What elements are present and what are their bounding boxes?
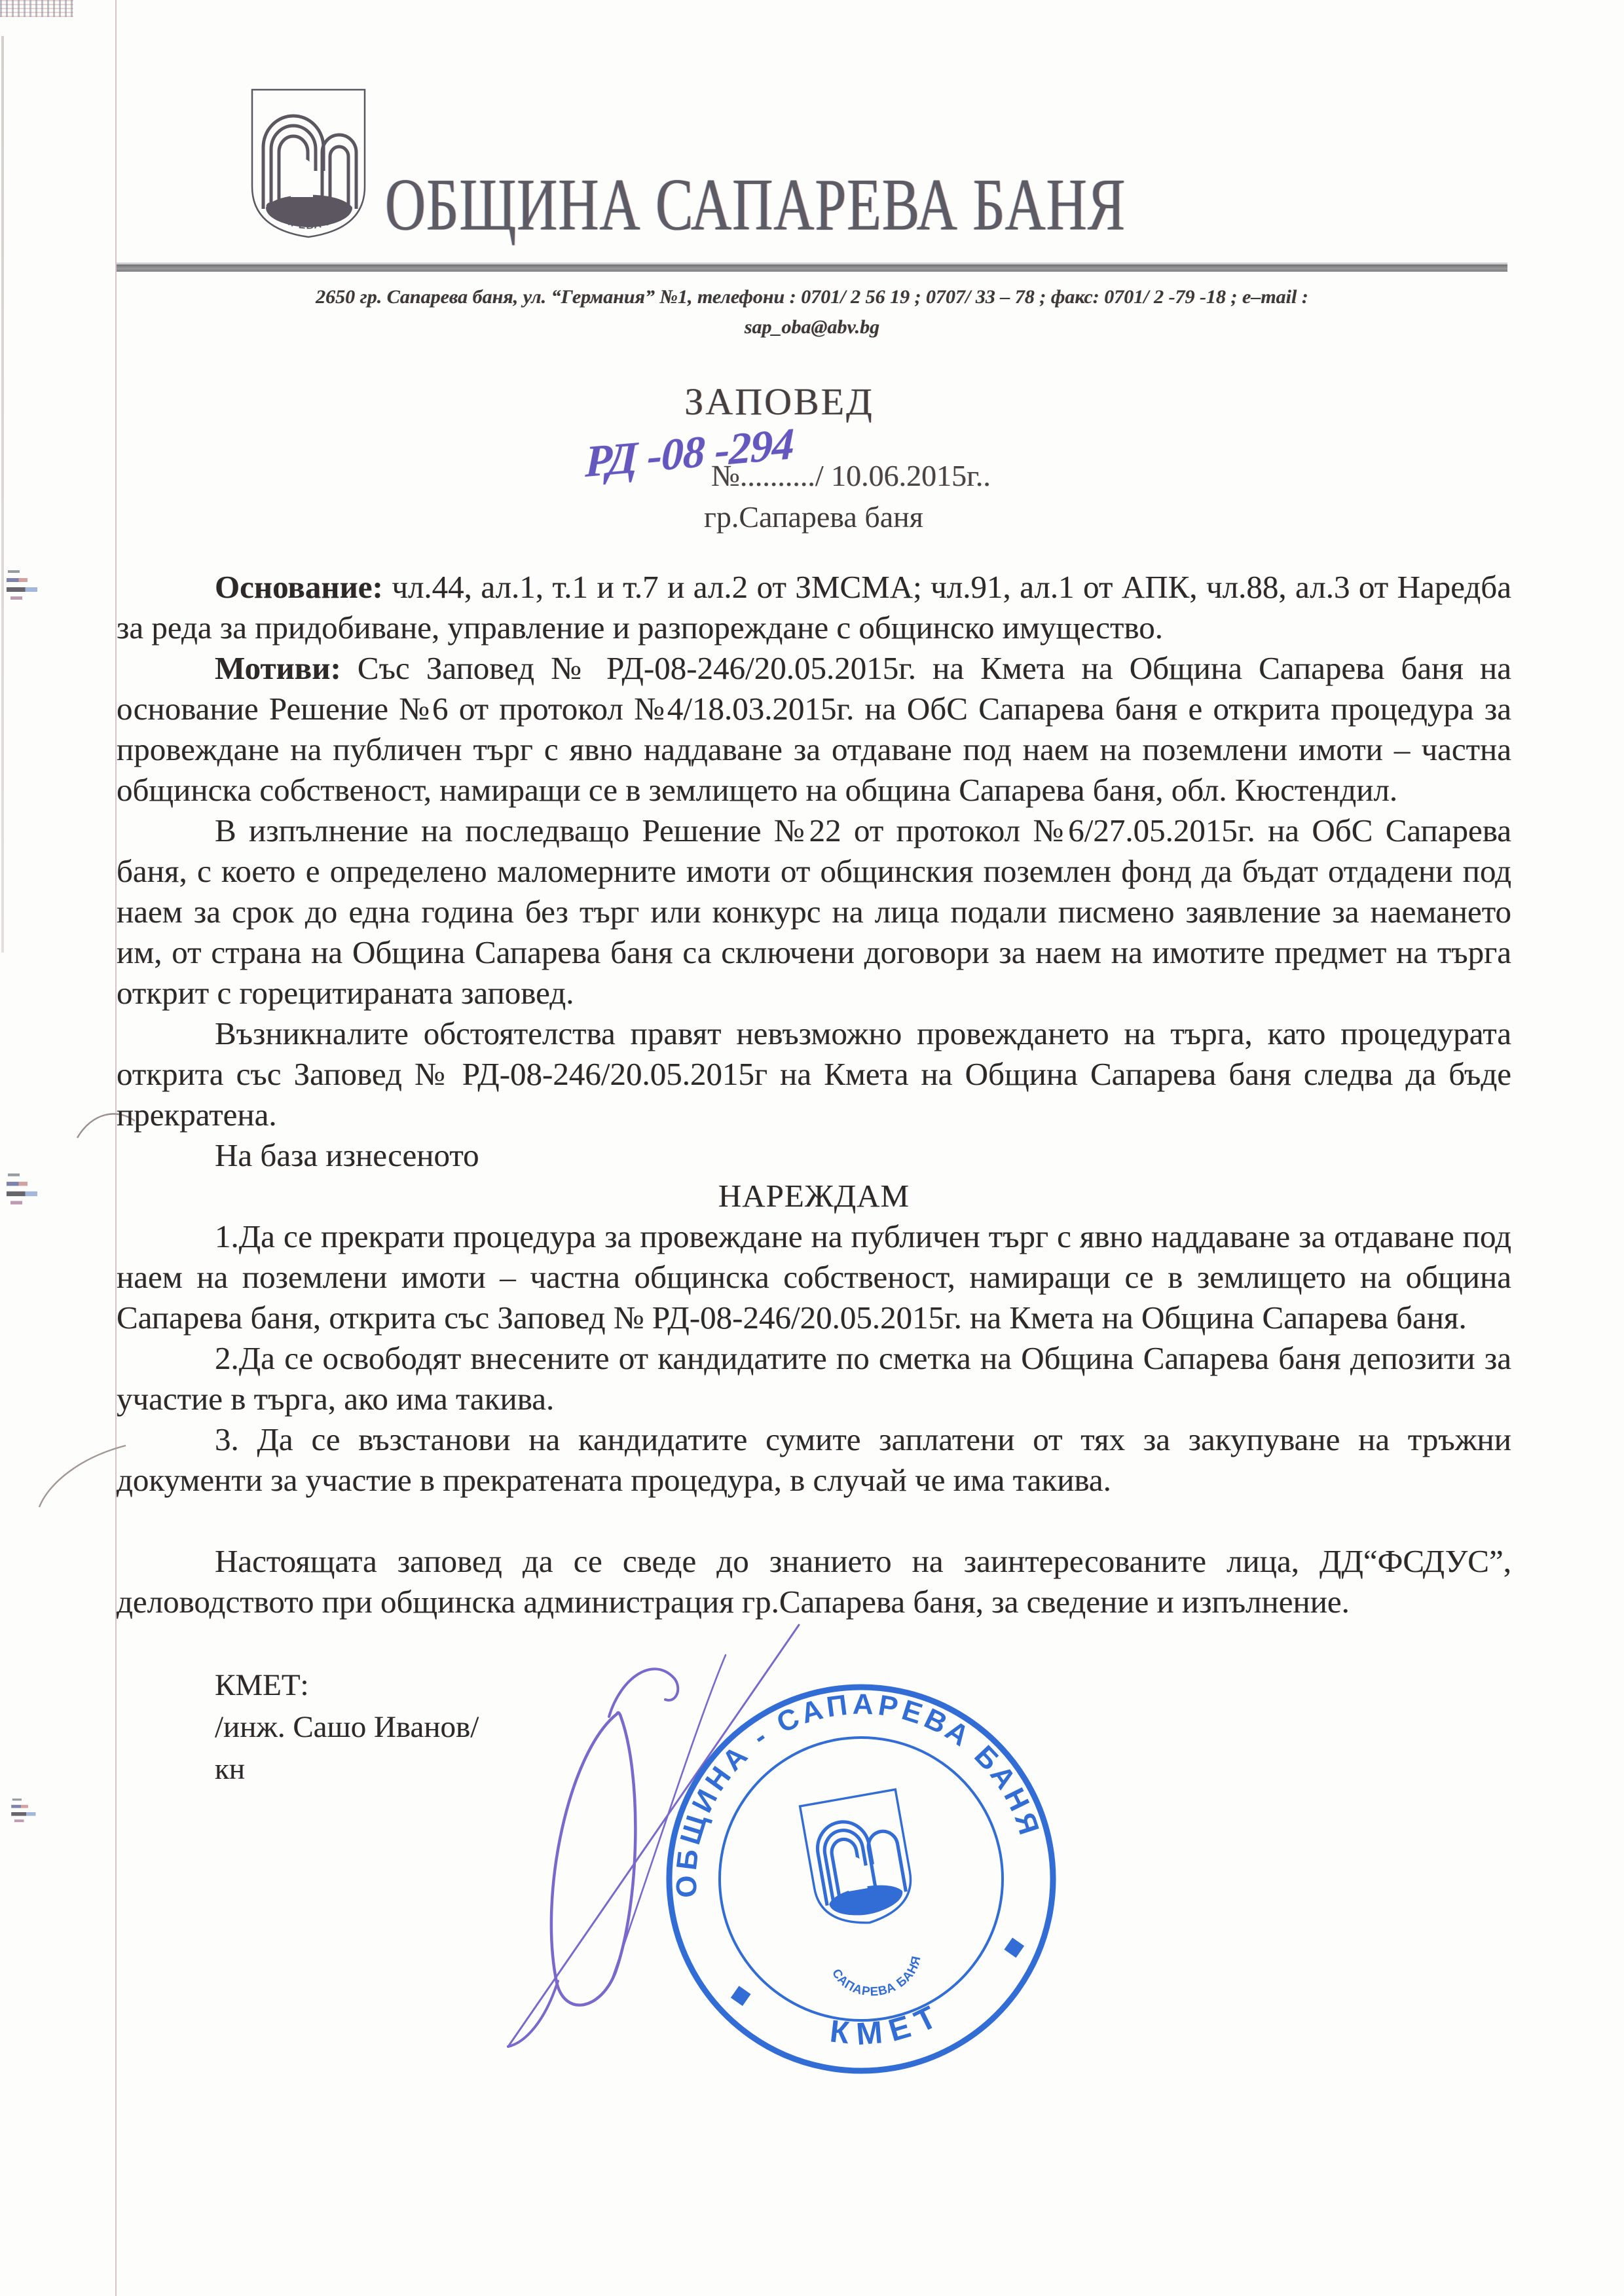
order-number-printed-line: №........../ 10.06.2015г.. [711,459,991,492]
paragraph-motives [117,648,1511,811]
signatory-name: /инж. Сашо Иванов/ [215,1710,479,1744]
paragraph-item-2 [117,1338,1511,1419]
paragraph-text: 1.Да се прекрати процедура за провеждане на публичен търг с явно наддаване за отдаване под наем на поземлени имоти – частна общинска собственост, намиращи се в землището на община Сапарева баня, открита със Заповед № РД-08-246/20.05.2015г. на Кмета на Община Сапарева баня. [117,1218,1511,1336]
scan-edge-shadow [1,36,4,953]
paragraph-text: Със Заповед № РД-08-246/20.05.2015г. на Кмета на Община Сапарева баня на основание Решение №6 от протокол №4/18.03.2015г. на ОбС Сапарева баня е открита процедура за провеждане на публичен търг с явно наддаване за отдаване под наем на поземлени имоти – частна общинска собственост, намиращи се в землището на община Сапарева баня, обл. Кюстендил. [117,650,1511,808]
scan-smudge [7,1169,41,1220]
clerk-initials: кн [215,1753,245,1785]
paragraph-text: В изпълнение на последващо Решение №22 от протокол №6/27.05.2015г. на ОбС Сапарева баня, с което е определено маломерните имоти от общинския поземлен фонд да бъдат отдадени под наем за срок до една година без търг или конкурс на лица подали писмено заявление за наемането им, от страна на Община Сапарева баня са сключени договори за наем на имотите предмет на търга открит с горецитираната заповед. [117,812,1511,1011]
paragraph-circumstances [117,1013,1511,1135]
header-divider-rule [117,264,1507,272]
scan-smudge [11,1795,39,1834]
order-body [117,567,1511,1790]
paragraph-item-1 [117,1216,1511,1338]
mayor-round-stamp [655,1673,1067,2085]
paragraph-text: 2.Да се освободят внесените от кандидатите по сметка на Община Сапарева баня депозити за участие в търга, ако има такива. [117,1340,1511,1417]
scan-noise-top-left [0,0,73,17]
heading-text: НАРЕЖДАМ [718,1178,910,1214]
heading-i-order [117,1176,1511,1216]
paragraph-text: Възникналите обстоятелства правят невъзможно провеждането на търга, като процедурата открита със Заповед № РД-08-246/20.05.2015г на Кмета на Община Сапарева баня следва да бъде прекратена. [117,1015,1511,1133]
paragraph-grounds [117,567,1511,648]
paragraph-lead: Основание: [215,569,383,605]
stamp-emblem-caption: САПАРЕВА БАНЯ [828,1954,924,1999]
paragraph-distribution [117,1541,1511,1622]
paragraph-text: чл.44, ал.1, т.1 и т.7 и ал.2 от ЗМСМА; чл.91, ал.1 от АПК, чл.88, ал.3 от Наредба за реда за придобиване, управление и разпореждане с общинско имущество. [117,569,1511,646]
paragraph-text: Настоящата заповед да се сведе до знанието на заинтересованите лица, ДД“ФСДУС”, деловодството при общинска администрация гр.Сапарева баня, за сведение и изпълнение. [117,1543,1511,1620]
paragraph-lead: Мотиви: [215,650,341,686]
stamp-ring-text: ОБЩИНА - САПАРЕВА БАНЯ [670,1688,1046,1899]
order-place: гр.Сапарева баня [704,500,923,534]
emblem-caption-text: САПАРЕВА БАНЯ [263,200,354,232]
document-title: ЗАПОВЕД [684,380,874,423]
paragraph-implementation [117,811,1511,1013]
scan-smudge [7,566,41,615]
line-based-on [117,1135,1511,1176]
svg-text:КМЕТ [822,1994,952,2060]
order-number-handwritten: РД -08 -294 [584,418,794,487]
paragraph-text: На база изнесеното [215,1137,479,1173]
contact-address-line: 2650 гр. Сапарева баня, ул. “Германия” №1, телефони : 0701/ 2 56 19 ; 0707/ 33 – 78 ; факс: 0701/ 2 -79 -18 ; e–mail : [316,286,1308,308]
contact-email: sap_oba@abv.bg [744,316,880,338]
stamp-center-emblem [800,1789,917,1931]
stamp-bottom-text: КМЕТ [828,1995,950,2052]
paragraph-text: 3. Да се възстанови на кандидатите сумите заплатени от тях за закупуване на тръжни документи за участие в прекратената процедура, в случай че има такива. [117,1421,1511,1498]
svg-text:САПАРЕВА БАНЯ [828,1952,930,2007]
paragraph-item-3 [117,1419,1511,1501]
signatory-title: КМЕТ: [215,1668,309,1702]
organization-name: ОБЩИНА САПАРЕВА БАНЯ [385,162,1126,246]
municipality-emblem-logo [249,87,368,239]
